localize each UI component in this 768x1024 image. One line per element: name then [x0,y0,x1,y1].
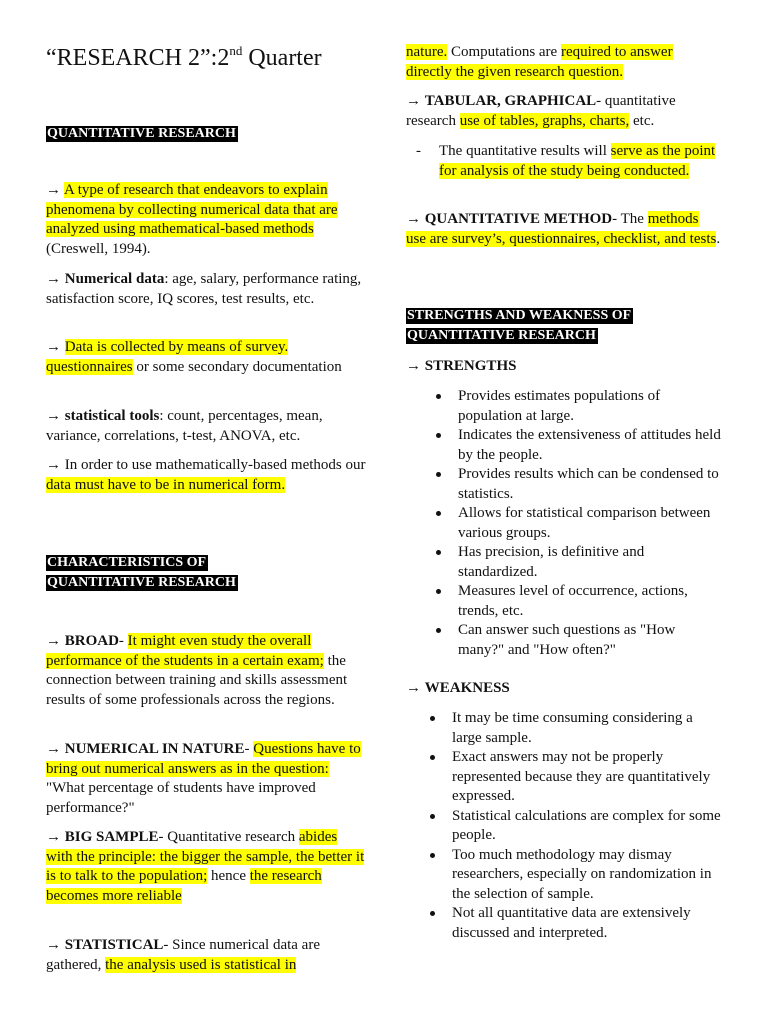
list-item: Not all quantitative data are extensively discussed and interpreted. [406,904,722,943]
definition-paragraph: → A type of research that endeavors to explain phenomena by collecting numerical data that are analyzed using mathematical-based methods (Creswell, 1994). [46,182,338,257]
page-title: “RESEARCH 2”:2nd Quarter [46,43,322,71]
section-banner-quantitative: QUANTITATIVE RESEARCH [47,126,236,141]
weaknesses-list [406,709,722,943]
broad-paragraph: → BROAD- It might even study the overall performance of the students in a certain exam; the connection between training and skills assessment results of some professionals across the regions. [46,633,348,708]
data-collection-paragraph: → Data is collected by means of survey. questionnaires or some secondary documentation [46,339,342,375]
statistical-paragraph: → STATISTICAL- Since numerical data are gathered, the analysis used is statistical in [46,937,320,973]
section-banner-strengths-weakness: STRENGTHS AND WEAKNESS OF QUANTITATIVE RESEARCH [407,308,632,343]
weakness-heading: → WEAKNESS [406,680,510,696]
results-dash-list [406,142,722,181]
big-sample-paragraph: → BIG SAMPLE- Quantitative research abides with the principle: the bigger the sample, the better it is to talk to the population; hence the research becomes more reliable [46,829,365,904]
list-item: Indicates the extensiveness of attitudes held by the people. [406,426,722,465]
statistical-tools-paragraph: → statistical tools: count, percentages, mean, variance, correlations, t-test, ANOVA, etc. [46,408,323,444]
list-item: Can answer such questions as "How many?" and "How often?" [406,621,722,660]
numerical-form-paragraph: → In order to use mathematically-based methods our data must have to be in numerical form. [46,457,366,493]
list-item: Has precision, is definitive and standardized. [406,543,722,582]
list-item: Exact answers may not be properly represented because they are quantitatively expressed. [406,748,722,807]
list-item: - The quantitative results will serve as the point for analysis of the study being conducted. [406,142,722,181]
list-item: Provides results which can be condensed to statistics. [406,465,722,504]
statistical-continuation-paragraph: nature. Computations are required to answer directly the given research question. [406,44,673,80]
strengths-heading: → STRENGTHS [406,358,517,374]
section-banner-characteristics: CHARACTERISTICS OF QUANTITATIVE RESEARCH [47,555,236,590]
numerical-nature-paragraph: → NUMERICAL IN NATURE- Questions have to bring out numerical answers as in the question: "What percentage of students have improved performance?" [46,741,361,816]
numerical-data-paragraph: → Numerical data: age, salary, performance rating, satisfaction score, IQ scores, test results, etc. [46,271,362,307]
list-item: Measures level of occurrence, actions, trends, etc. [406,582,722,621]
list-item: Statistical calculations are complex for some people. [406,807,722,846]
list-item: Provides estimates populations of population at large. [406,387,722,426]
list-item: It may be time consuming considering a large sample. [406,709,722,748]
tabular-graphical-paragraph: → TABULAR, GRAPHICAL- quantitative research use of tables, graphs, charts, etc. [406,93,676,129]
list-item: Too much methodology may dismay researchers, especially on randomization in the selection of sample. [406,846,722,905]
list-item: Allows for statistical comparison between various groups. [406,504,722,543]
quantitative-method-paragraph: → QUANTITATIVE METHOD- The methods use are survey’s, questionnaires, checklist, and tests. [406,211,721,247]
strengths-list [406,387,722,660]
